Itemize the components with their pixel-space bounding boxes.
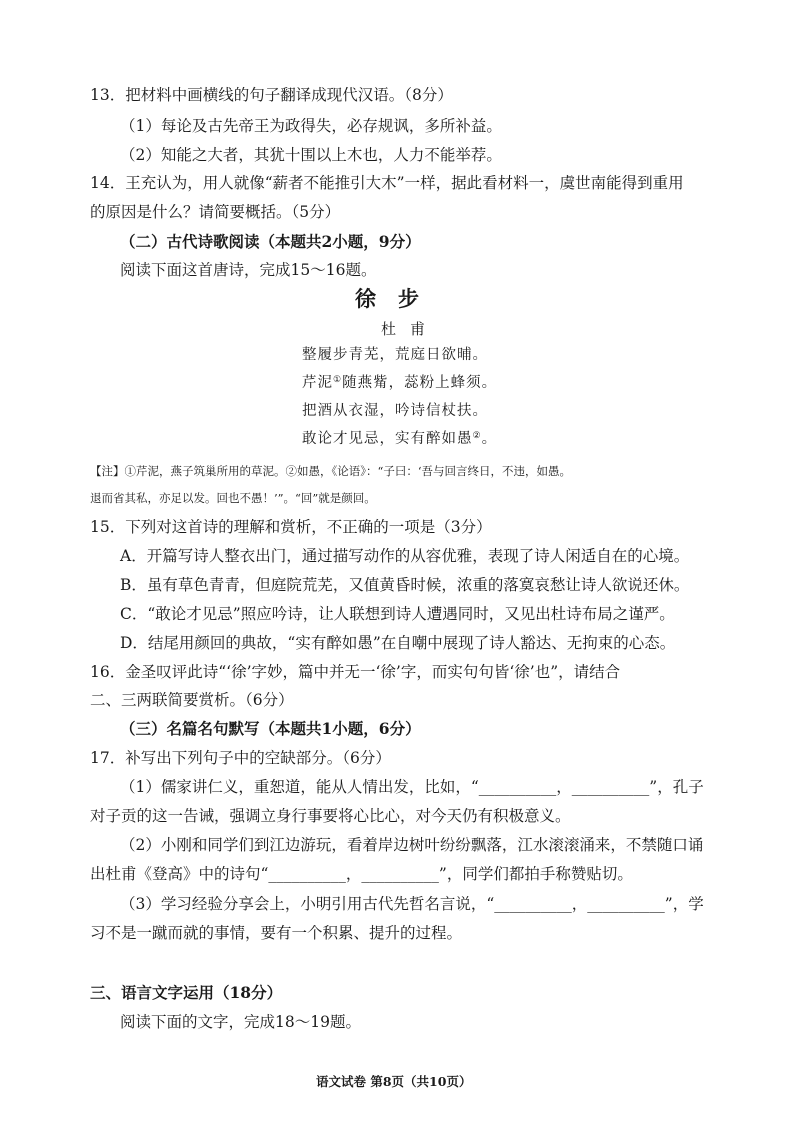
page-footer: 语文试卷 第8页（共10页） <box>316 1074 472 1089</box>
q17-item-2-line-2: 出杜甫《登高》中的诗句“__________，__________”，同学们都拍手称赞贴切。 <box>90 865 633 883</box>
q17-item-1-line-1: （1）儒家讲仁义，重恕道，能从人情出发，比如，“__________，__________”，孔子 <box>120 778 704 796</box>
q15-option-a: A．开篇写诗人整衣出门，通过描写动作的从容优雅，表现了诗人闲适自在的心境。 <box>120 547 690 565</box>
note-line-2: 退而省其私，亦足以发。回也不愚！’”。“回”就是颜回。 <box>90 491 376 505</box>
q13-sentence-1: （1）每论及古先帝王为政得失，必存规讽，多所补益。 <box>120 117 502 135</box>
poem-line-4: 敢论才见忌，实有醉如愚②。 <box>302 431 498 447</box>
q15-option-b: B．虽有草色青青，但庭院荒芜，又值黄昏时候，浓重的落寞哀愁让诗人欲说还休。 <box>120 576 690 594</box>
footnote-mark-1: ① <box>333 375 343 385</box>
q15-stem: 15．下列对这首诗的理解和赏析，不正确的一项是（3分） <box>90 518 492 536</box>
q17-item-2-line-1: （2）小刚和同学们到江边游玩，看着岸边树叶纷纷飘落，江水滚滚涌来，不禁随口诵 <box>120 836 704 854</box>
poem-line-3: 把酒从衣湿，吟诗信杖扶。 <box>302 403 488 419</box>
poem-line-1: 整履步青芜，荒庭日欲晡。 <box>302 347 488 363</box>
note-line-1: 【注】①芹泥，燕子筑巢所用的草泥。②如愚，《论语》：“子曰：‘吾与回言终日，不违，如愚。 <box>90 464 572 478</box>
q17-item-3-line-1: （3）学习经验分享会上，小明引用古代先哲名言说，“__________，__________”，学 <box>120 895 704 913</box>
q17-item-3-line-2: 习不是一蹴而就的事情，要有一个积累、提升的过程。 <box>90 924 463 942</box>
poem-title: 徐步 <box>355 286 441 311</box>
q13-stem: 13．把材料中画横线的句子翻译成现代汉语。（8分） <box>90 86 453 104</box>
poem-author: 杜甫 <box>381 320 440 338</box>
q15-option-d: D．结尾用颜回的典故，“实有醉如愚”在自嘲中展现了诗人豁达、无拘束的心态。 <box>120 634 676 652</box>
footnote-mark-2: ② <box>472 431 482 441</box>
q17-item-1-line-2: 对子贡的这一告诫，强调立身行事要将心比心，对今天仍有积极意义。 <box>90 807 571 825</box>
section-poetry-heading: （二）古代诗歌阅读（本题共2小题，9分） <box>120 232 421 251</box>
section-recite-heading: （三）名篇名句默写（本题共1小题，6分） <box>120 719 421 738</box>
q13-sentence-2: （2）知能之大者，其犹十围以上木也，人力不能举荐。 <box>120 146 502 164</box>
section-poetry-intro: 阅读下面这首唐诗，完成15～16题。 <box>120 261 377 279</box>
q16-line-1: 16．金圣叹评此诗“‘徐’字妙，篇中并无一‘徐’字，而实句句皆‘徐’也”，请结合 <box>90 663 621 681</box>
q17-stem: 17．补写出下列句子中的空缺部分。（6分） <box>90 749 391 767</box>
poem-line-2: 芹泥①随燕觜，蕊粉上蜂须。 <box>302 375 498 391</box>
q14-line-2: 的原因是什么？请简要概括。（5分） <box>90 203 341 221</box>
section-three-intro: 阅读下面的文字，完成18～19题。 <box>120 1013 361 1031</box>
q16-line-2: 二、三两联简要赏析。（6分） <box>90 691 294 709</box>
q15-option-c: C．“敢论才见忌”照应吟诗，让人联想到诗人遭遇同时，又见出杜诗布局之谨严。 <box>120 605 675 623</box>
section-three-heading: 三、语言文字运用（18分） <box>90 983 283 1002</box>
q14-line-1: 14．王充认为，用人就像“薪者不能推引大木”一样，据此看材料一，虞世南能得到重用 <box>90 174 684 192</box>
